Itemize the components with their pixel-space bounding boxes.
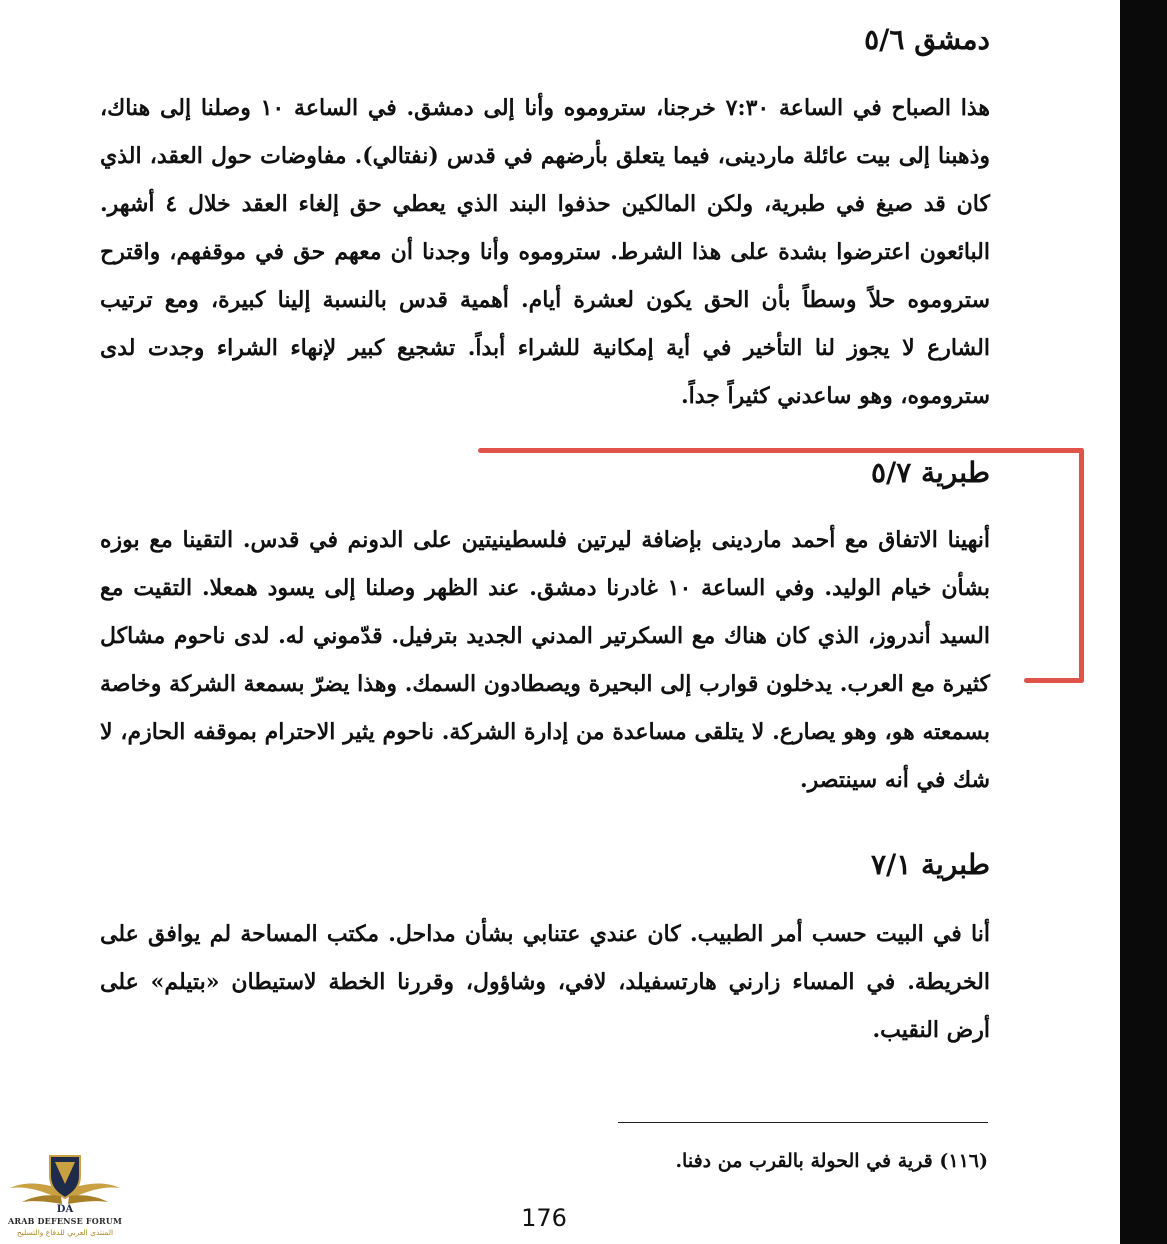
scan-edge <box>1120 0 1167 1244</box>
section-heading-damascus: دمشق ٥/٦ <box>864 23 990 56</box>
highlight-bracket-side <box>1079 448 1084 683</box>
section-paragraph-tiberias-1: أنهينا الاتفاق مع أحمد ماردينى بإضافة ليرتين فلسطينيتين على الدونم في قدس. التقينا مع بوزه بشأن خيام الوليد. وفي الساعة ١٠ غادرنا دمشق. عند الظهر وصلنا إلى يسود همعلا. التقيت مع السيد أندروز، الذي كان هناك مع السكرتير المدني الجديد بترفيل. قدّموني له. لدى ناحوم مشاكل كثيرة مع العرب. يدخلون قوارب إلى البحيرة ويصطادون السمك. وهذا يضرّ بسمعة الشركة وخاصة بسمعته هو، وهو يصارع. لا يتلقى مساعدة من إدارة الشركة. ناحوم يثير الاحترام بموقفه الحازم، لا شك في أنه سينتصر. <box>100 527 990 793</box>
watermark-text-en: ARAB DEFENSE FORUM <box>7 1216 123 1226</box>
watermark-emblem-text: DA <box>56 1204 74 1215</box>
section-heading-tiberias-1: طبرية ٥/٧ <box>870 456 990 489</box>
footnote-divider <box>618 1122 988 1123</box>
section-heading-tiberias-2: طبرية ٧/١ <box>870 848 990 881</box>
watermark-logo <box>6 1150 124 1242</box>
watermark-text-ar: المنتدى العربي للدفاع والتسليح <box>16 1228 114 1237</box>
section-paragraph-damascus: هذا الصباح في الساعة ٧:٣٠ خرجنا، ستروموه وأنا إلى دمشق. في الساعة ١٠ وصلنا إلى هناك، وذهبنا إلى بيت عائلة ماردينى، فيما يتعلق بأرضهم في قدس (نفتالي). مفاوضات حول العقد، الذي كان قد صيغ في طبرية، ولكن المالكين حذفوا البند الذي يعطي حق إلغاء العقد خلال ٤ أشهر. البائعون اعترضوا بشدة على هذا الشرط. ستروموه وأنا وجدنا أن معهم حق في موقفهم، واقترح ستروموه حلاً وسطاً بأن الحق يكون لعشرة أيام. أهمية قدس بالنسبة إلينا كبيرة، ومع ترتيب الشارع لا يجوز لنا التأخير في أية إمكانية للشراء أبداً. تشجيع كبير لإنهاء الشراء وجدت لدى ستروموه، وهو ساعدني كثيراً جداً. <box>100 95 990 409</box>
highlight-bracket-top <box>478 448 1084 453</box>
shield-emblem-icon <box>6 1150 124 1216</box>
page-number: 176 <box>521 1204 567 1232</box>
section-paragraph-tiberias-2: أنا في البيت حسب أمر الطبيب. كان عندي عتنابي بشأن مداحل. مكتب المساحة لم يوافق على الخريطة. في المساء زارني هارتسفيلد، لافي، وشاؤول، وقررنا الخطة لاستيطان «بتيلم» على أرض النقيب. <box>100 921 990 1043</box>
highlight-bracket-bottom <box>1024 678 1084 683</box>
footnote: (١١٦) قرية في الحولة بالقرب من دفنا. <box>675 1150 988 1172</box>
